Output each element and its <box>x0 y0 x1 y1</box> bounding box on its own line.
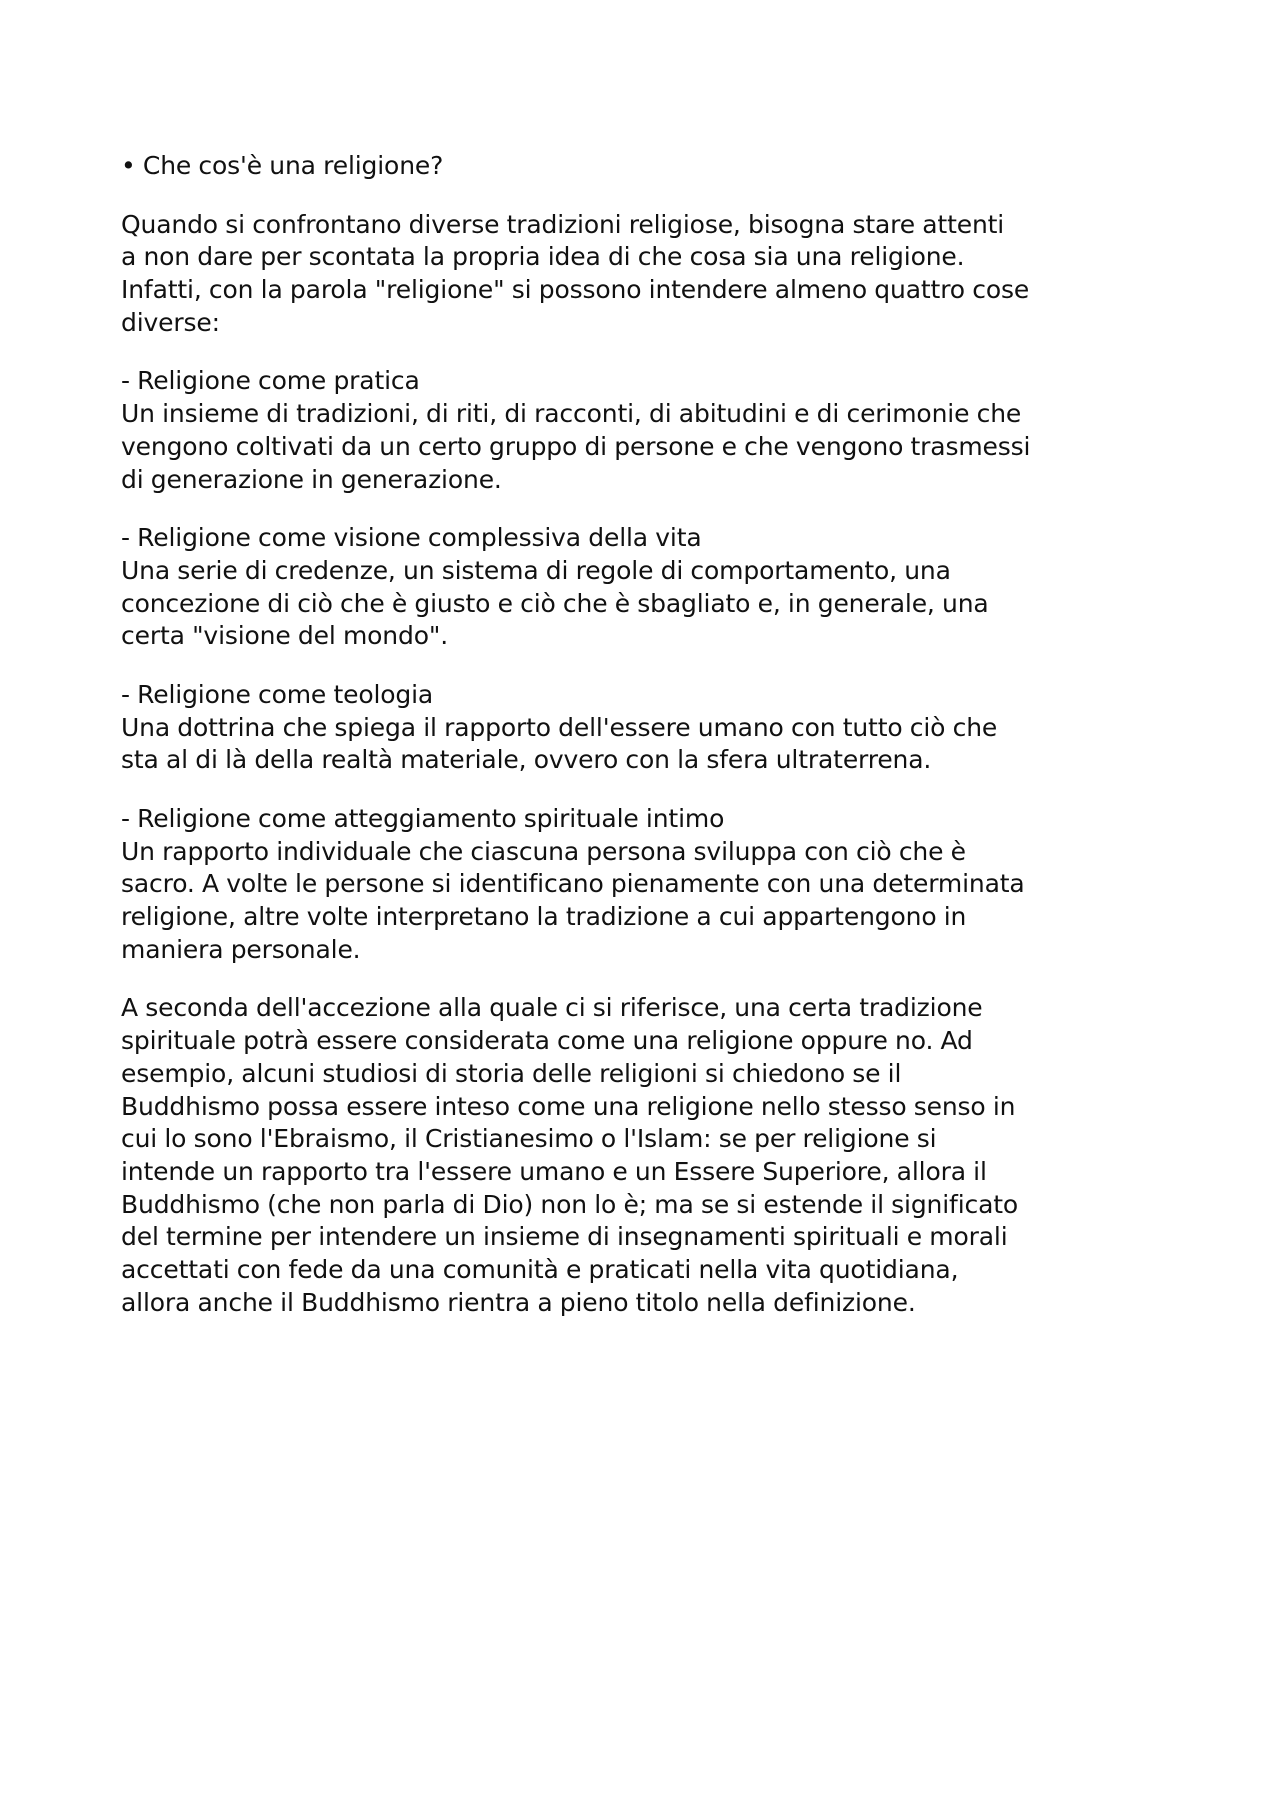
text-line: Una serie di credenze, un sistema di regole di comportamento, una <box>121 555 951 585</box>
section-visione <box>121 522 1181 653</box>
text-line: concezione di ciò che è giusto e ciò che è sbagliato e, in generale, una <box>121 588 989 618</box>
text-line: certa "visione del mondo". <box>121 621 448 651</box>
text-line: religione, altre volte interpretano la tradizione a cui appartengono in <box>121 902 967 932</box>
text-line: spirituale potrà essere considerata come una religione oppure no. Ad <box>121 1026 973 1056</box>
section-pratica <box>121 365 1181 496</box>
text-line: Un rapporto individuale che ciascuna persona sviluppa con ciò che è <box>121 836 966 866</box>
text-line: vengono coltivati da un certo gruppo di persone e che vengono trasmessi <box>121 431 1031 461</box>
text-line: sta al di là della realtà materiale, ovvero con la sfera ultraterrena. <box>121 745 932 775</box>
text-line: cui lo sono l'Ebraismo, il Cristianesimo o l'Islam: se per religione si <box>121 1124 937 1154</box>
text-line: esempio, alcuni studiosi di storia delle religioni si chiedono se il <box>121 1058 902 1088</box>
section-title: - Religione come teologia <box>121 679 434 709</box>
text-line: A seconda dell'accezione alla quale ci si riferisce, una certa tradizione <box>121 993 983 1023</box>
intro-paragraph <box>121 209 1181 340</box>
text-line: Infatti, con la parola "religione" si possono intendere almeno quattro cose <box>121 275 1030 305</box>
section-teologia <box>121 679 1181 777</box>
text-line: accettati con fede da una comunità e praticati nella vita quotidiana, <box>121 1254 959 1284</box>
section-spirituale <box>121 803 1181 966</box>
section-title: - Religione come visione complessiva della vita <box>121 523 702 553</box>
text-line: allora anche il Buddhismo rientra a pieno titolo nella definizione. <box>121 1287 916 1317</box>
document-page <box>121 150 1181 1345</box>
question-heading <box>121 150 1181 183</box>
text-line: sacro. A volte le persone si identificano pienamente con una determinata <box>121 869 1025 899</box>
text-line: a non dare per scontata la propria idea di che cosa sia una religione. <box>121 242 965 272</box>
text-line: intende un rapporto tra l'essere umano e un Essere Superiore, allora il <box>121 1156 987 1186</box>
heading-text: • Che cos'è una religione? <box>121 151 444 180</box>
text-line: maniera personale. <box>121 934 361 964</box>
text-line: Buddhismo (che non parla di Dio) non lo è; ma se si estende il significato <box>121 1189 1019 1219</box>
text-line: di generazione in generazione. <box>121 464 502 494</box>
text-line: del termine per intendere un insieme di insegnamenti spirituali e morali <box>121 1222 1008 1252</box>
section-title: - Religione come pratica <box>121 366 420 396</box>
text-line: diverse: <box>121 307 220 337</box>
text-line: Quando si confrontano diverse tradizioni religiose, bisogna stare attenti <box>121 209 1005 239</box>
conclusion-paragraph <box>121 992 1181 1319</box>
text-line: Una dottrina che spiega il rapporto dell'essere umano con tutto ciò che <box>121 712 998 742</box>
text-line: Un insieme di tradizioni, di riti, di racconti, di abitudini e di cerimonie che <box>121 399 1022 429</box>
section-title: - Religione come atteggiamento spirituale intimo <box>121 804 725 833</box>
text-line: Buddhismo possa essere inteso come una religione nello stesso senso in <box>121 1091 1016 1121</box>
